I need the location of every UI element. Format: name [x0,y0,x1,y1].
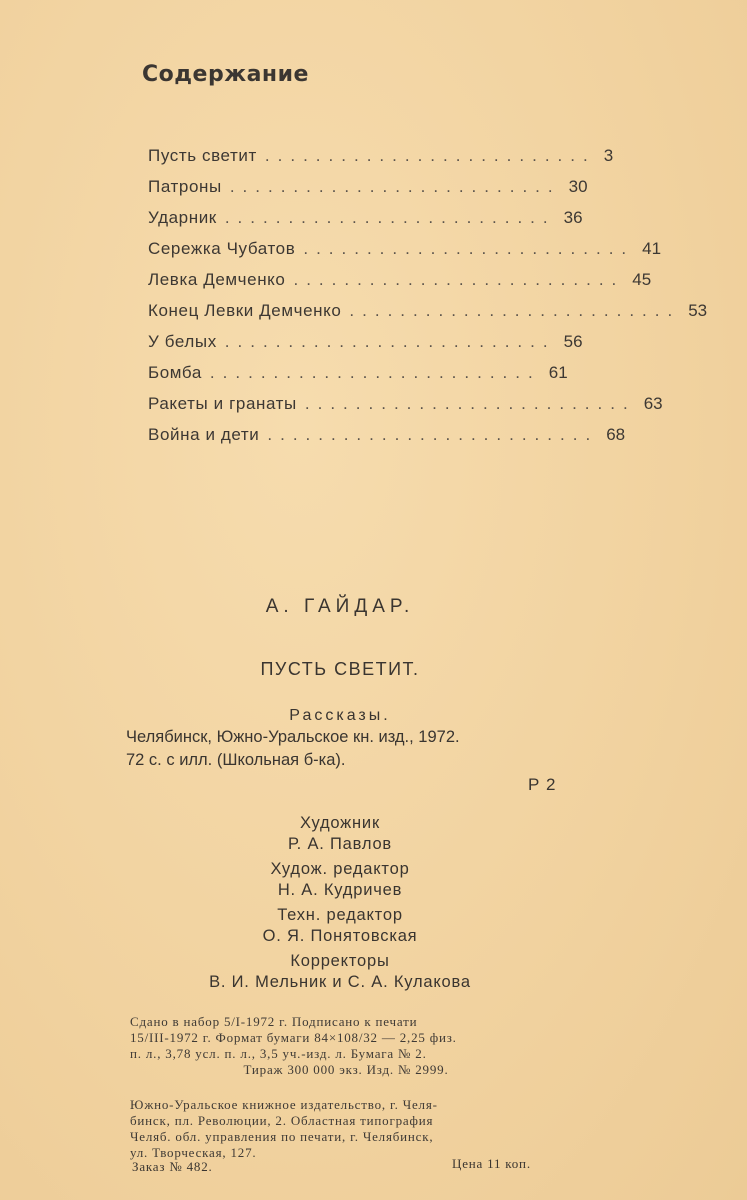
book-title: ПУСТЬ СВЕТИТ. [260,659,420,679]
toc-entry: Пусть светит .......................... 3 [148,146,614,165]
toc-entry: Бомба .......................... 61 [148,363,568,382]
credit-group [0,951,680,993]
credit-group [0,905,680,947]
credit-name: О. Я. Понятовская [262,927,418,945]
credit-role: Худож. редактор [270,860,410,878]
book-author: А. ГАЙДАР. [265,596,415,617]
publisher-line: Челябинск, Южно-Уральское кн. изд., 1972. [126,728,460,746]
toc-entry: Левка Демченко .......................... 45 [148,270,652,289]
toc-entry: У белых .......................... 56 [148,332,583,351]
pages-line: 72 с. с илл. (Школьная б-ка). [126,751,346,769]
credit-name: Н. А. Кудричев [277,881,403,899]
credit-role: Художник [300,814,380,832]
credit-name: Р. А. Павлов [287,835,392,853]
credits [0,813,680,997]
credit-role: Корректоры [290,952,390,970]
toc-entry: Ракеты и гранаты .......................... 63 [148,394,663,413]
toc-entry: Сережка Чубатов .......................... 41 [148,239,662,258]
price: Цена 11 коп. [452,1156,531,1171]
toc-entry: Патроны .......................... 30 [148,177,588,196]
classification-code: Р 2 [528,775,557,794]
order-number: Заказ № 482. [132,1159,213,1174]
credit-group [0,813,680,855]
table-of-contents [148,146,708,456]
publication-info [126,726,566,772]
toc-entry: Война и дети .......................... 68 [148,425,626,444]
credit-name: В. И. Мельник и С. А. Кулакова [209,973,471,991]
credit-role: Техн. редактор [277,906,403,924]
toc-title: Содержание [142,62,309,87]
credit-group [0,859,680,901]
printing-imprint: Сдано в набор 5/I-1972 г. Подписано к печати 15/III-1972 г. Формат бумаги 84×108/32 — 2,25 физ. п. л., 3,78 усл. п. л., 3,5 уч.-изд. л. Бумага № 2. Тираж 300 000 экз. Изд. № 2999. [130,1014,457,1077]
book-genre: Рассказы. [289,707,391,724]
publisher-address: Южно-Уральское книжное издательство, г. Челя- бинск, пл. Революции, 2. Областная типография Челяб. обл. управления по печати, г. Челябинск, ул. Творческая, 127. [130,1097,438,1160]
toc-entry: Конец Левки Демченко .......................... 53 [148,301,708,320]
toc-entry: Ударник .......................... 36 [148,208,583,227]
